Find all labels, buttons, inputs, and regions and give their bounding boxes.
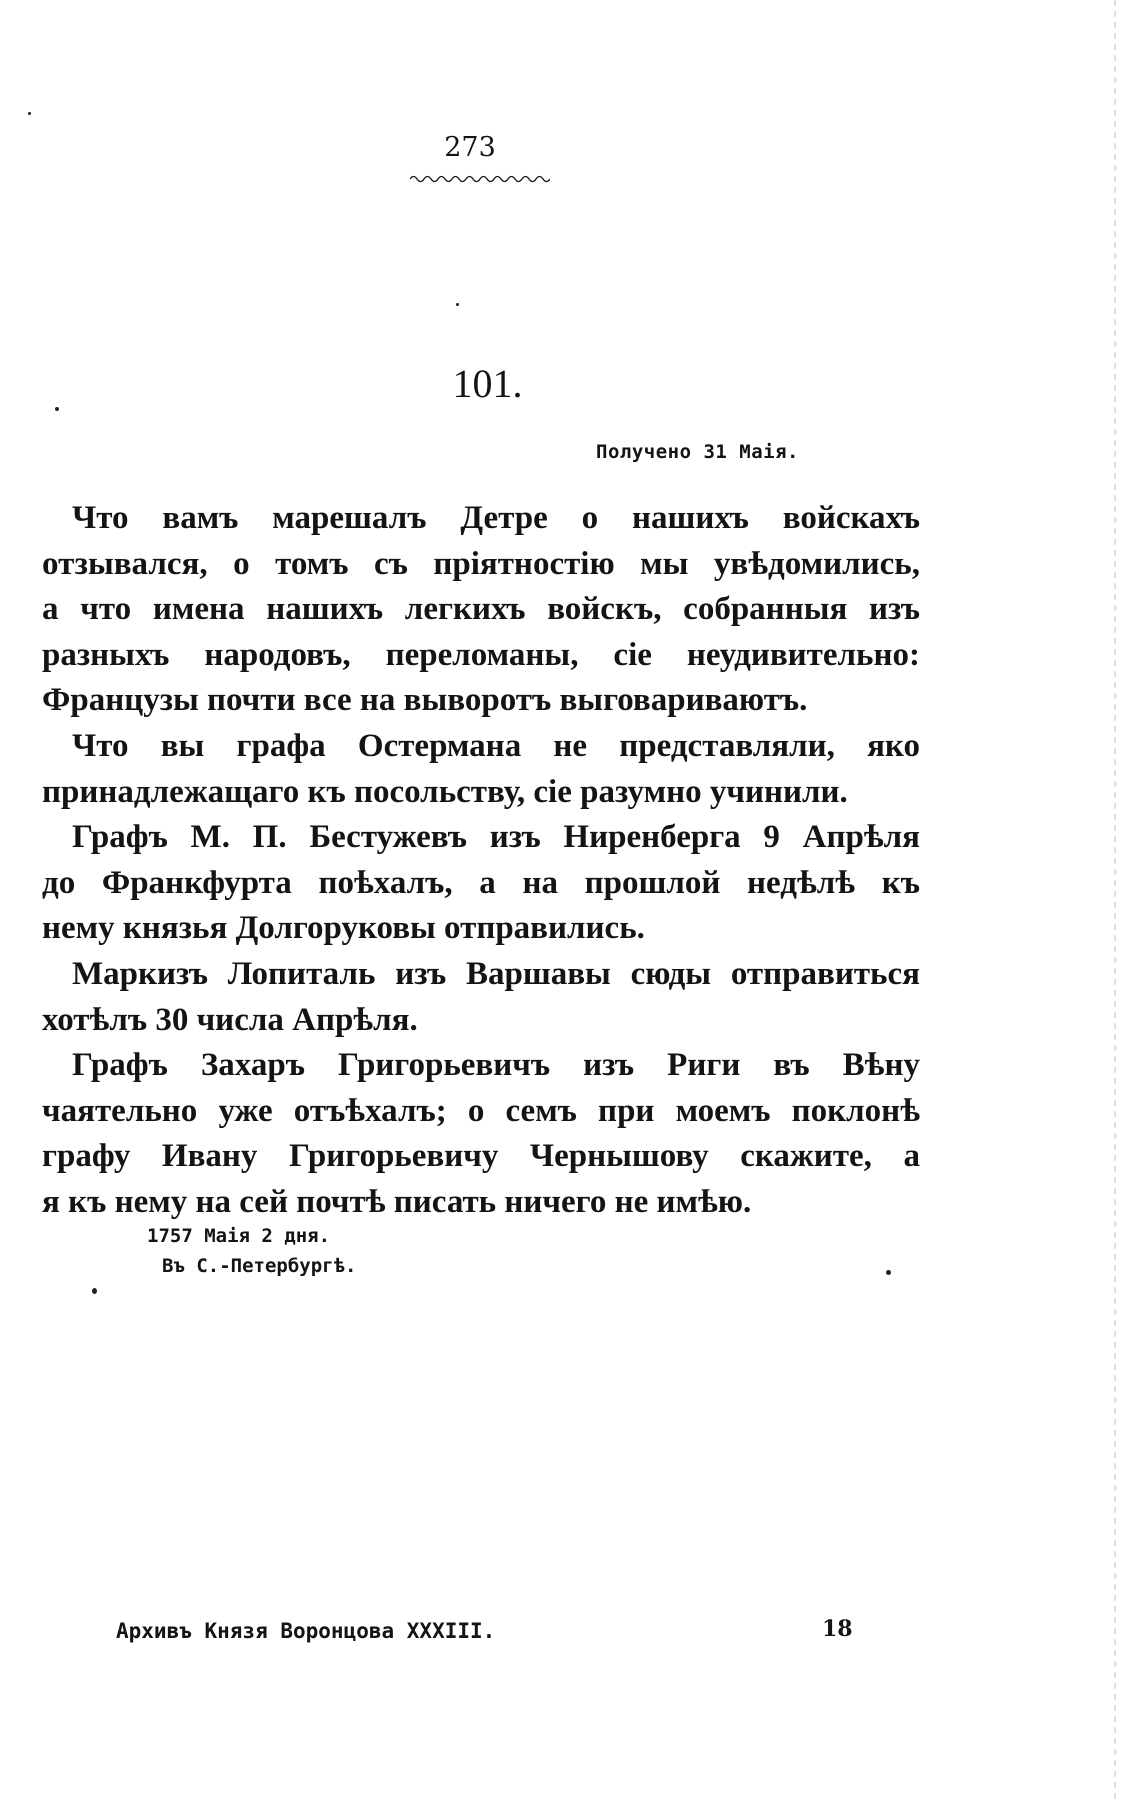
ink-speck — [28, 112, 31, 115]
text-line: хотѣлъ 30 числа Апрѣля. — [42, 1001, 418, 1038]
ink-speck — [886, 1270, 891, 1275]
footer-title: Архивъ Князя Воронцова XXXIII. — [116, 1619, 496, 1643]
text-line: а что имена нашихъ легкихъ войскъ, собранныя изъ — [42, 591, 920, 628]
text-line: Что вамъ марешалъ Детре о нашихъ войскахъ — [72, 500, 920, 536]
text-line: я къ нему на сей почтѣ писать ничего не имѣю. — [42, 1183, 752, 1220]
text-line: Маркизъ Лопиталь изъ Варшавы сюды отправиться — [72, 955, 920, 992]
ink-speck — [456, 303, 459, 306]
received-note: Получено 31 Маія. — [596, 441, 799, 463]
dateline — [147, 1221, 356, 1281]
text-line: до Франкфурта поѣхалъ, а на прошлой недѣлѣ къ — [42, 864, 920, 901]
signature-place: Въ С.-Петербургѣ. — [162, 1255, 357, 1277]
text-line: Графъ М. П. Бестужевъ изъ Ниренберга 9 Апрѣля — [72, 819, 920, 856]
document-number: 101. — [452, 361, 523, 406]
page-number: 273 — [444, 132, 496, 163]
text-line: Графъ Захаръ Григорьевичъ изъ Риги въ Вѣну — [72, 1047, 920, 1084]
ink-speck — [55, 407, 59, 411]
text-line: нему князья Долгоруковы отправились. — [42, 910, 645, 947]
text-line: отзывался, о томъ съ пріятностію мы увѣдомились, — [42, 545, 920, 582]
wavy-divider — [410, 174, 550, 184]
ink-speck — [92, 1288, 97, 1294]
footer-signature-mark: 18 — [822, 1616, 853, 1642]
text-line: Что вы графа Остермана не представляли, яко — [72, 727, 920, 764]
text-line: принадлежащаго къ посольству, сіе разумно учинили. — [42, 773, 848, 810]
text-line: чаятельно уже отъѣхалъ; о семъ при моемъ поклонѣ — [42, 1092, 920, 1129]
page-edge-line — [1114, 0, 1116, 1800]
signature-date: 1757 Маія 2 дня. — [147, 1225, 331, 1247]
text-line: Французы почти все на выворотъ выговариваютъ. — [42, 682, 808, 719]
letter-body — [42, 496, 920, 1226]
text-line: разныхъ народовъ, переломаны, сіе неудивительно: — [42, 636, 920, 673]
text-line: графу Ивану Григорьевичу Чернышову скажите, а — [42, 1138, 920, 1175]
